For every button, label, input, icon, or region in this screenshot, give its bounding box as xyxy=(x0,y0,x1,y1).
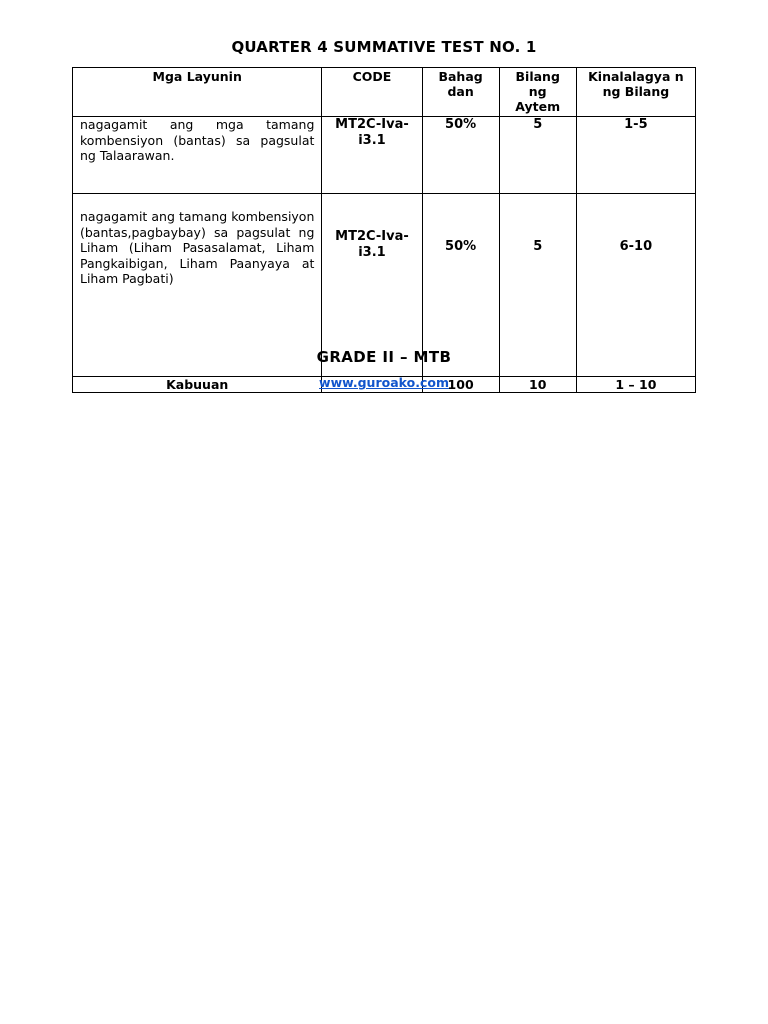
cell-code: MT2C-Iva-i3.1 xyxy=(322,117,422,194)
cell-items: 5 xyxy=(499,117,576,194)
total-items: 10 xyxy=(499,377,576,393)
cell-code: MT2C-Iva-i3.1 xyxy=(322,194,422,377)
total-location: 1 – 10 xyxy=(576,377,695,393)
total-percent: 100 xyxy=(422,377,499,393)
document-title: QUARTER 4 SUMMATIVE TEST NO. 1 xyxy=(231,38,537,56)
test-specification-table xyxy=(72,67,696,393)
website-link[interactable]: www.guroako.com xyxy=(319,375,449,390)
header-objective: Mga Layunin xyxy=(73,68,322,117)
table-row xyxy=(73,117,696,194)
cell-percent: 50% xyxy=(422,194,499,377)
cell-location: 6-10 xyxy=(576,194,695,377)
cell-items: 5 xyxy=(499,194,576,377)
header-code: CODE xyxy=(322,68,422,117)
cell-percent: 50% xyxy=(422,117,499,194)
cell-location: 1-5 xyxy=(576,117,695,194)
header-percent: Bahag dan xyxy=(422,68,499,117)
cell-objective: nagagamit ang tamang kombensiyon (bantas,pagbaybay) sa pagsulat ng Liham (Liham Pasasalamat, Liham Pangkaibigan, Liham Paanyaya at Liham Pagbati) xyxy=(73,194,322,377)
grade-heading: GRADE II – MTB xyxy=(316,348,452,366)
table-header-row xyxy=(73,68,696,117)
header-location: Kinalalagya n ng Bilang xyxy=(576,68,695,117)
total-label: Kabuuan xyxy=(73,377,322,393)
cell-objective: nagagamit ang mga tamang kombensiyon (bantas) sa pagsulat ng Talaarawan. xyxy=(73,117,322,194)
header-items: Bilang ng Aytem xyxy=(499,68,576,117)
